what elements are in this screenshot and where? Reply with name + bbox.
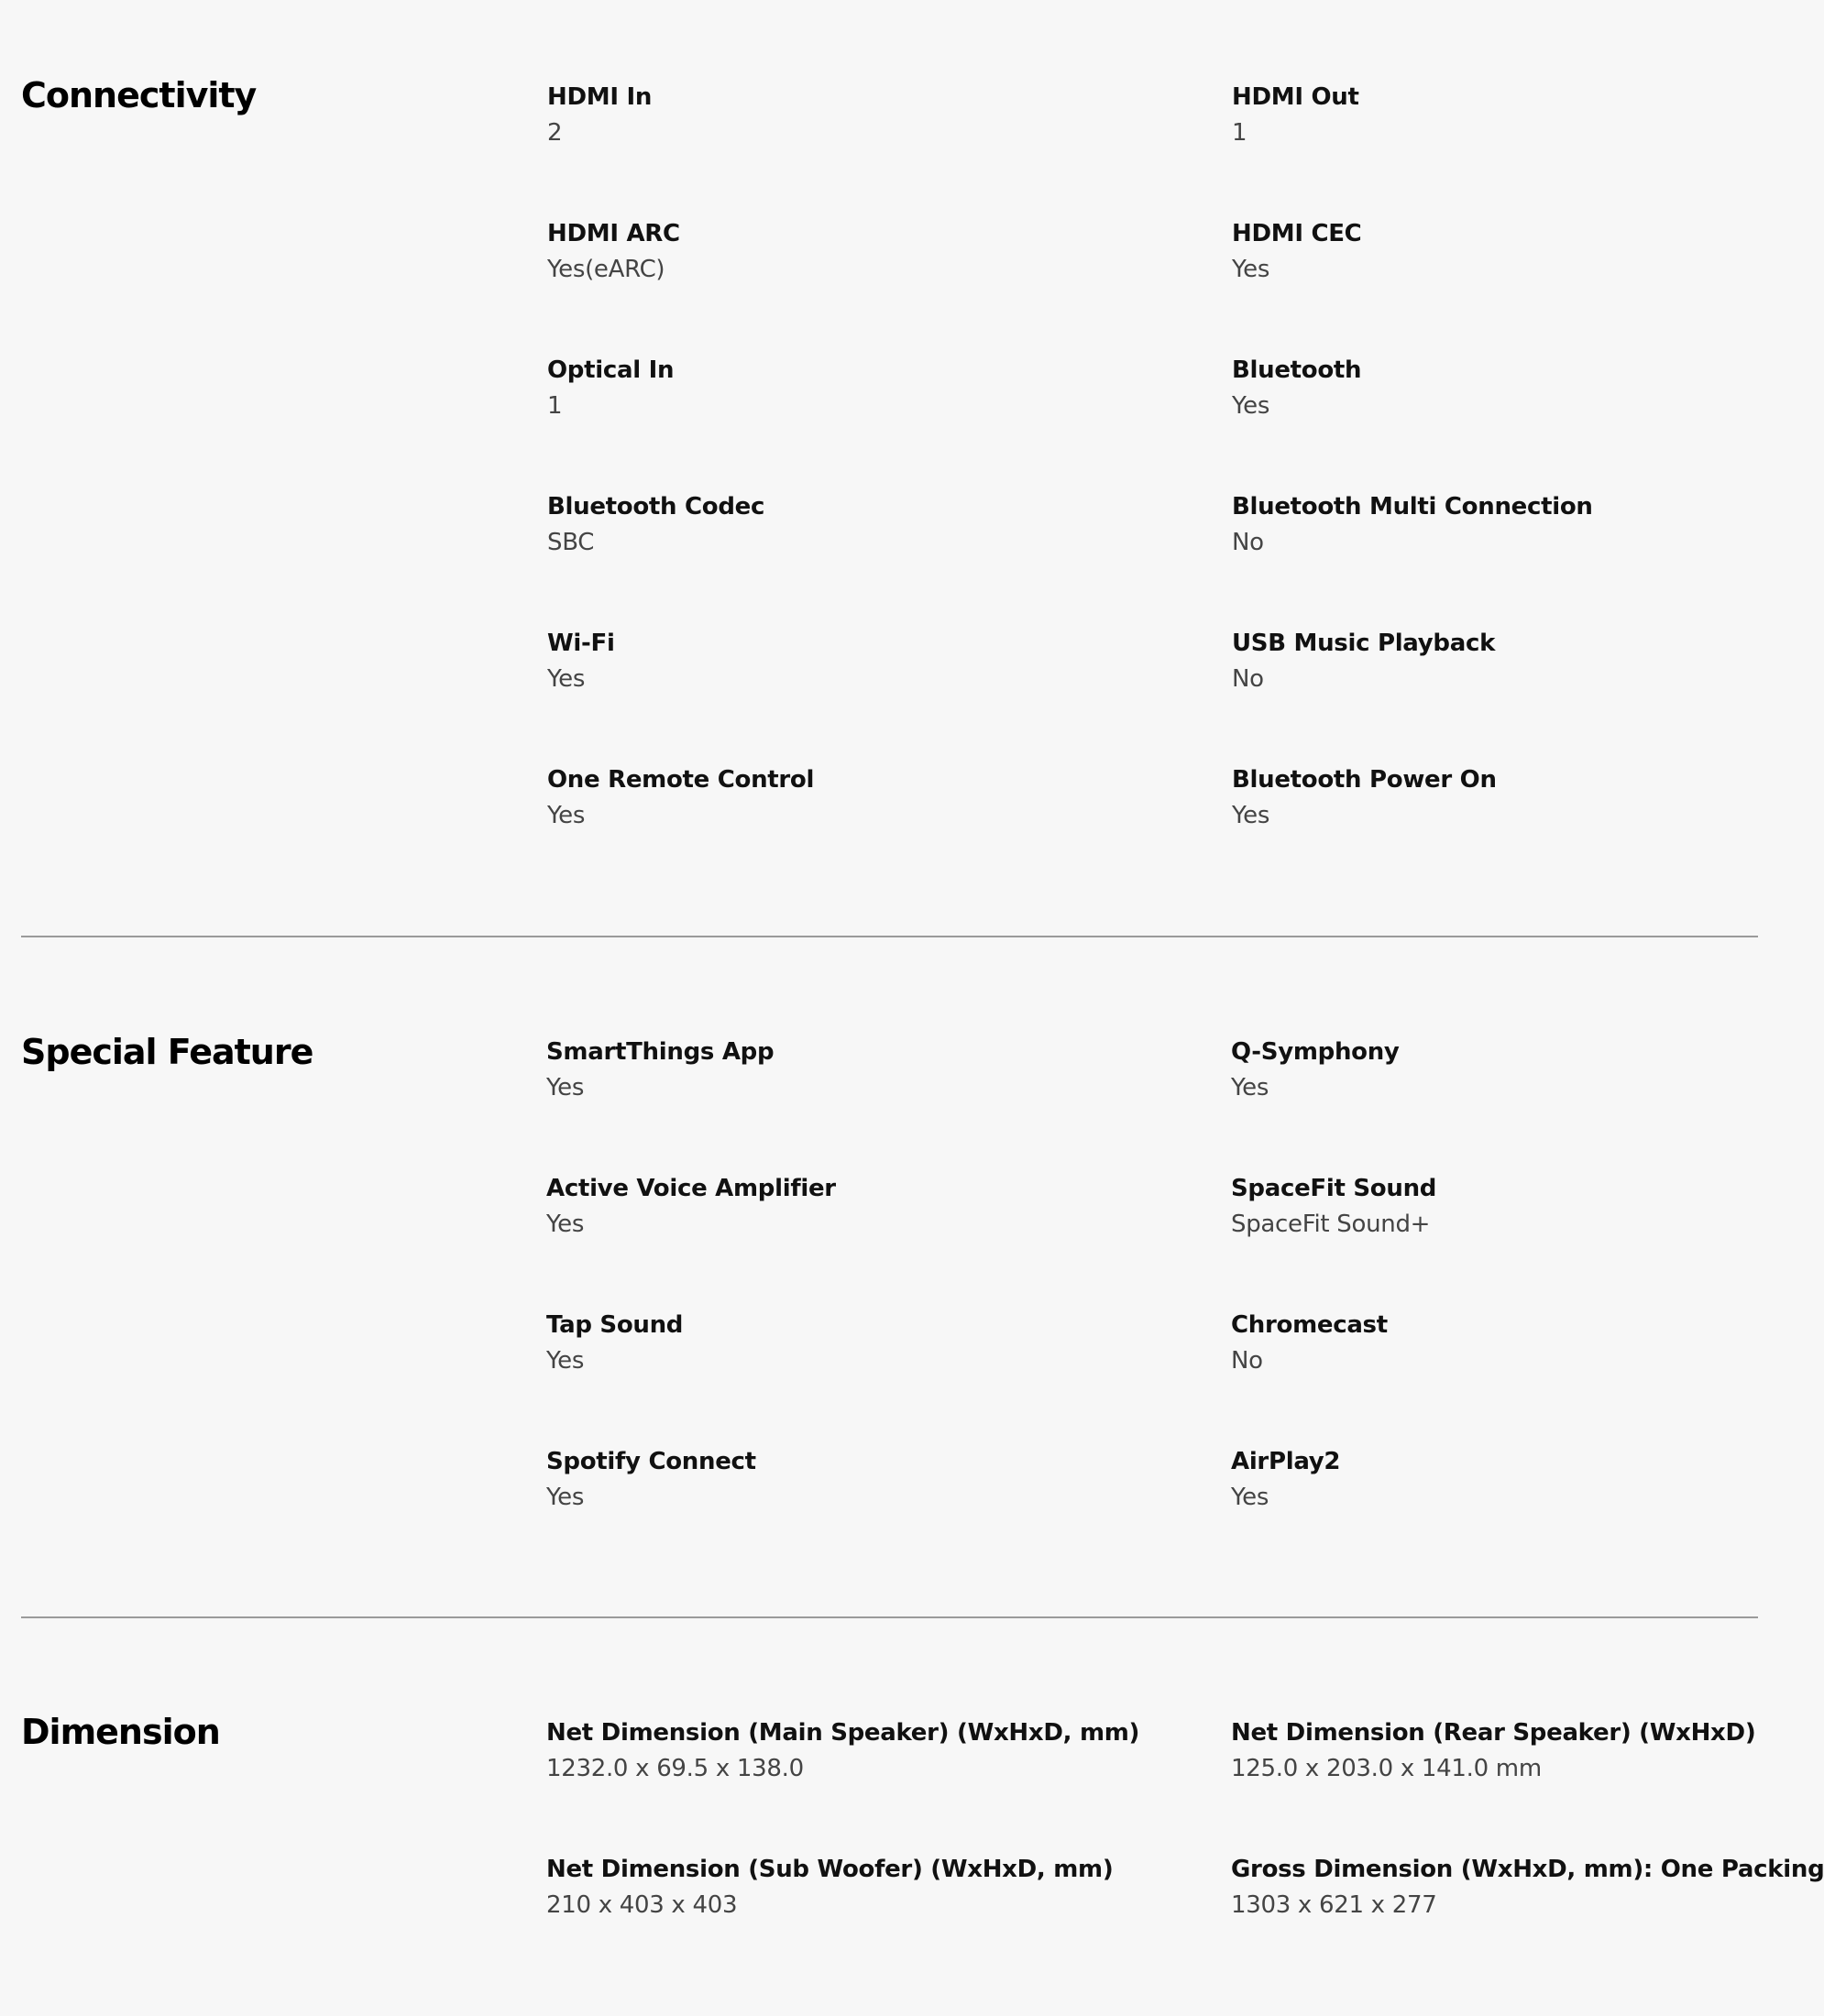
- spec-value: No: [1232, 528, 1264, 556]
- spec-net-dimension-main-speaker: [546, 1718, 1140, 1783]
- spec-value: Yes: [1232, 391, 1270, 420]
- spec-label: HDMI Out: [1232, 83, 1359, 111]
- spec-value: Yes: [546, 1210, 585, 1238]
- spec-label: Optical In: [547, 356, 675, 384]
- spec-tap-sound: [546, 1310, 1133, 1375]
- spec-label: Gross Dimension (WxHxD, mm): One Packing: [1231, 1856, 1824, 1883]
- spec-label: Net Dimension (Rear Speaker) (WxHxD): [1231, 1719, 1756, 1747]
- spec-value: Yes: [546, 1346, 585, 1375]
- spec-value: Yes: [547, 664, 586, 693]
- section-title-special-feature: Special Feature: [21, 1032, 313, 1072]
- spec-value: 1232.0 x 69.5 x 138.0: [546, 1754, 804, 1782]
- spec-value: Yes: [546, 1073, 585, 1101]
- spec-q-symphony: [1231, 1037, 1818, 1102]
- spec-value: Yes: [1232, 801, 1270, 829]
- spec-label: Bluetooth Power On: [1232, 766, 1497, 794]
- spec-active-voice-amplifier: [546, 1174, 1133, 1239]
- spec-label: SpaceFit Sound: [1231, 1175, 1437, 1202]
- spec-spotify-connect: [546, 1447, 1133, 1512]
- spec-net-dimension-rear-speaker: [1231, 1718, 1818, 1783]
- spec-hdmi-arc: [547, 219, 1134, 284]
- spec-label: Net Dimension (Main Speaker) (WxHxD, mm): [546, 1719, 1140, 1747]
- spec-label: Q-Symphony: [1231, 1038, 1400, 1066]
- spec-value: 125.0 x 203.0 x 141.0 mm: [1231, 1754, 1542, 1782]
- spec-label: One Remote Control: [547, 766, 815, 794]
- spec-label: Bluetooth Multi Connection: [1232, 493, 1593, 520]
- spec-label: SmartThings App: [546, 1038, 775, 1066]
- section-title-dimension: Dimension: [21, 1712, 220, 1752]
- spec-label: HDMI ARC: [547, 220, 680, 247]
- spec-gross-dimension-one-packing: [1231, 1855, 1824, 1920]
- spec-hdmi-in: [547, 82, 1134, 148]
- spec-label: Active Voice Amplifier: [546, 1175, 836, 1202]
- spec-value: 2: [547, 118, 563, 147]
- spec-bluetooth-codec: [547, 492, 1134, 557]
- spec-usb-music-playback: [1232, 629, 1819, 694]
- spec-value: SBC: [547, 528, 595, 556]
- spec-label: Wi-Fi: [547, 630, 615, 657]
- spec-label: AirPlay2: [1231, 1448, 1341, 1475]
- spec-value: SpaceFit Sound+: [1231, 1210, 1431, 1238]
- spec-value: Yes: [547, 801, 586, 829]
- spec-chromecast: [1231, 1310, 1818, 1375]
- spec-value: Yes: [1232, 255, 1270, 283]
- spec-bluetooth: [1232, 356, 1819, 421]
- spec-label: Spotify Connect: [546, 1448, 756, 1475]
- spec-label: Net Dimension (Sub Woofer) (WxHxD, mm): [546, 1856, 1114, 1883]
- spec-value: 1: [547, 391, 563, 420]
- section-divider: [21, 936, 1758, 937]
- spec-hdmi-out: [1232, 82, 1819, 148]
- spec-label: Tap Sound: [546, 1311, 684, 1339]
- spec-value: 210 x 403 x 403: [546, 1890, 738, 1919]
- spec-spacefit-sound: [1231, 1174, 1818, 1239]
- section-title-connectivity: Connectivity: [21, 75, 257, 115]
- spec-smartthings-app: [546, 1037, 1133, 1102]
- spec-value: No: [1232, 664, 1264, 693]
- spec-label: Bluetooth: [1232, 356, 1362, 384]
- spec-net-dimension-sub-woofer: [546, 1855, 1133, 1920]
- spec-label: HDMI CEC: [1232, 220, 1362, 247]
- section-divider: [21, 1616, 1758, 1618]
- spec-hdmi-cec: [1232, 219, 1819, 284]
- spec-value: Yes: [546, 1483, 585, 1511]
- spec-label: HDMI In: [547, 83, 653, 111]
- spec-label: Bluetooth Codec: [547, 493, 765, 520]
- spec-bluetooth-multi-connection: [1232, 492, 1819, 557]
- spec-label: Chromecast: [1231, 1311, 1388, 1339]
- spec-wi-fi: [547, 629, 1134, 694]
- spec-label: USB Music Playback: [1232, 630, 1496, 657]
- spec-value: 1: [1232, 118, 1247, 147]
- spec-optical-in: [547, 356, 1134, 421]
- spec-one-remote-control: [547, 765, 1134, 830]
- spec-value: Yes(eARC): [547, 255, 665, 283]
- spec-value: No: [1231, 1346, 1263, 1375]
- spec-bluetooth-power-on: [1232, 765, 1819, 830]
- spec-airplay2: [1231, 1447, 1818, 1512]
- spec-value: Yes: [1231, 1483, 1269, 1511]
- spec-value: Yes: [1231, 1073, 1269, 1101]
- spec-value: 1303 x 621 x 277: [1231, 1890, 1437, 1919]
